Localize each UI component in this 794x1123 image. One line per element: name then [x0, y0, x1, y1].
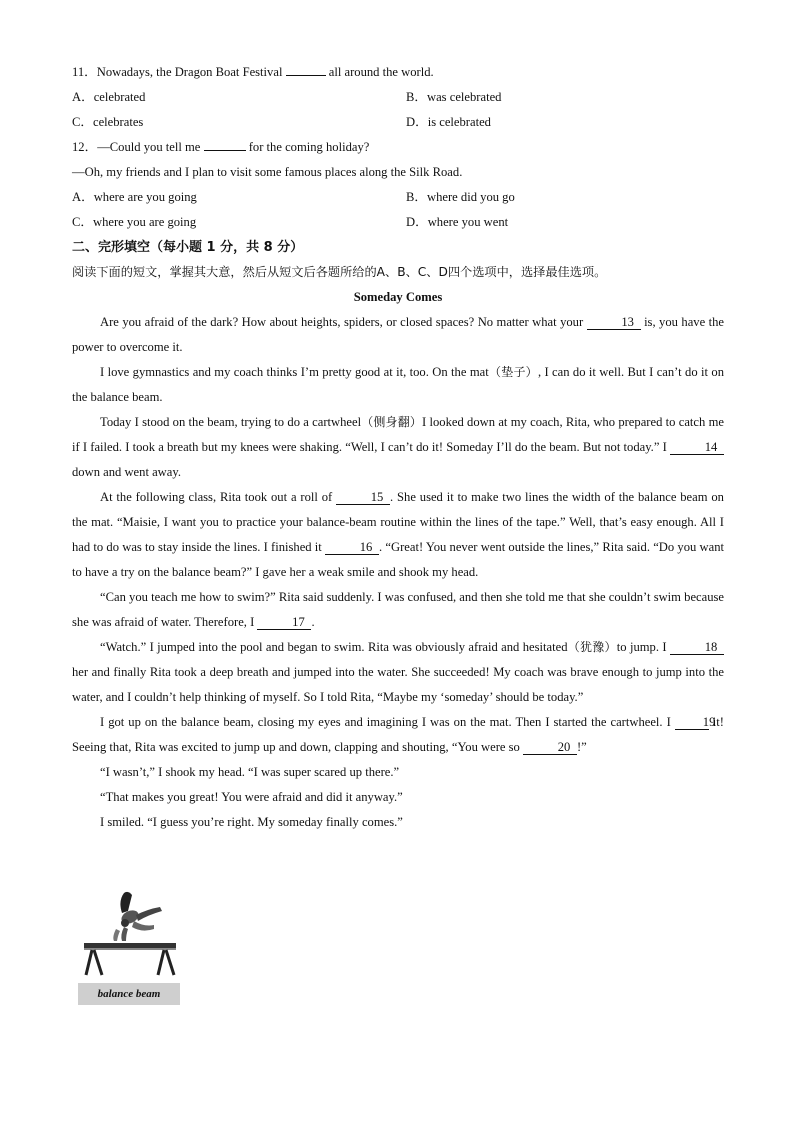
beam-bar: [84, 943, 176, 948]
option-a: A．celebrated: [72, 90, 146, 104]
passage-paragraph-7: I got up on the balance beam, closing my eyes and imagining I was on the mat. Then I started the cartwheel. I 19 it! Seeing that, Rita was excited to jump up and down, clapping and shouting, “You were so 20 !”: [72, 715, 724, 754]
option-c: C．celebrates: [72, 115, 144, 129]
question-12-options-row-2: [72, 210, 724, 235]
option-c: C．where you are going: [72, 215, 197, 229]
option-a: A．where are you going: [72, 190, 197, 204]
question-12-reply: —Oh, my friends and I plan to visit some famous places along the Silk Road.: [72, 165, 463, 179]
balance-beam-figure: [78, 887, 180, 1005]
figure-caption: balance beam: [78, 983, 180, 1005]
blank-17: 17: [257, 615, 311, 630]
passage-paragraph-3: Today I stood on the beam, trying to do a cartwheel（侧身翻）I looked down at my coach, Rita, who prepared to catch me if I failed. I took a breath but my knees were shaking. “Well, I can’t do it! Someday I’ll do the beam. But not today.” I 14 down and went away.: [72, 415, 724, 479]
option-d: D．where you went: [406, 215, 509, 229]
passage-paragraph-9: “That makes you great! You were afraid and did it anyway.”: [100, 790, 403, 804]
blank-18: 18: [670, 640, 724, 655]
option-d: D．is celebrated: [406, 115, 491, 129]
blank-13: 13: [587, 315, 641, 330]
blank-19: 19: [675, 715, 709, 730]
question-12-stem: 12．—Could you tell me for the coming holiday?: [72, 135, 724, 160]
blank-20: 20: [523, 740, 577, 755]
passage-paragraph-10: I smiled. “I guess you’re right. My someday finally comes.”: [100, 815, 403, 829]
blank-16: 16: [325, 540, 379, 555]
question-11-stem: 11．Nowadays, the Dragon Boat Festival all around the world.: [72, 60, 724, 85]
passage-paragraph-4: At the following class, Rita took out a roll of 15 . She used it to make two lines the width of the balance beam on the mat. “Maisie, I want you to practice your balance-beam routine within the lines of the tape.” Well, that’s easy enough. All I had to do was to stay inside the lines. I finished it 16 . “Great! You never went outside the lines,” Rita said. “Do you want to have a try on the balance beam?” I gave her a weak smile and shook my head.: [72, 490, 724, 579]
blank-15: 15: [336, 490, 390, 505]
answer-blank: [204, 135, 246, 151]
section-instruction: 阅读下面的短文，掌握其大意，然后从短文后各题所给的A、B、C、D四个选项中，选择最佳选项。: [72, 265, 607, 279]
answer-blank: [286, 60, 326, 76]
blank-14: 14: [670, 440, 724, 455]
passage-title: Someday Comes: [353, 290, 443, 304]
passage-paragraph-8: “I wasn’t,” I shook my head. “I was super scared up there.”: [100, 765, 400, 779]
worksheet-page: [72, 60, 724, 835]
gymnast-silhouette: [113, 892, 162, 941]
question-11-options-row-1: [72, 85, 724, 110]
passage-paragraph-2: I love gymnastics and my coach thinks I’m pretty good at it, too. On the mat（垫子）, I can do it well. But I can’t do it on the balance beam.: [72, 365, 724, 404]
section-heading: 二、完形填空（每小题 1 分，共 8 分）: [72, 240, 304, 255]
option-b: B．was celebrated: [406, 90, 502, 104]
option-b: B．where did you go: [406, 190, 515, 204]
passage-paragraph-5: “Can you teach me how to swim?” Rita said suddenly. I was confused, and then she told me that she couldn’t swim because she was afraid of water. Therefore, I 17 .: [72, 590, 724, 629]
question-12-options-row-1: [72, 185, 724, 210]
passage-paragraph-6: “Watch.” I jumped into the pool and began to swim. Rita was obviously afraid and hesitated（犹豫）to jump. I 18 her and finally Rita took a deep breath and jumped into the water. She succeeded! My coach was brave enough to jump into the water, and I couldn’t help thinking of myself. So I told Rita, “Maybe my ‘someday’ should be today.”: [72, 640, 724, 704]
question-11-options-row-2: [72, 110, 724, 135]
gymnast-on-beam-illustration: [78, 887, 180, 983]
passage-paragraph-1: Are you afraid of the dark? How about heights, spiders, or closed spaces? No matter what your 13 is, you have the power to overcome it.: [72, 315, 724, 354]
